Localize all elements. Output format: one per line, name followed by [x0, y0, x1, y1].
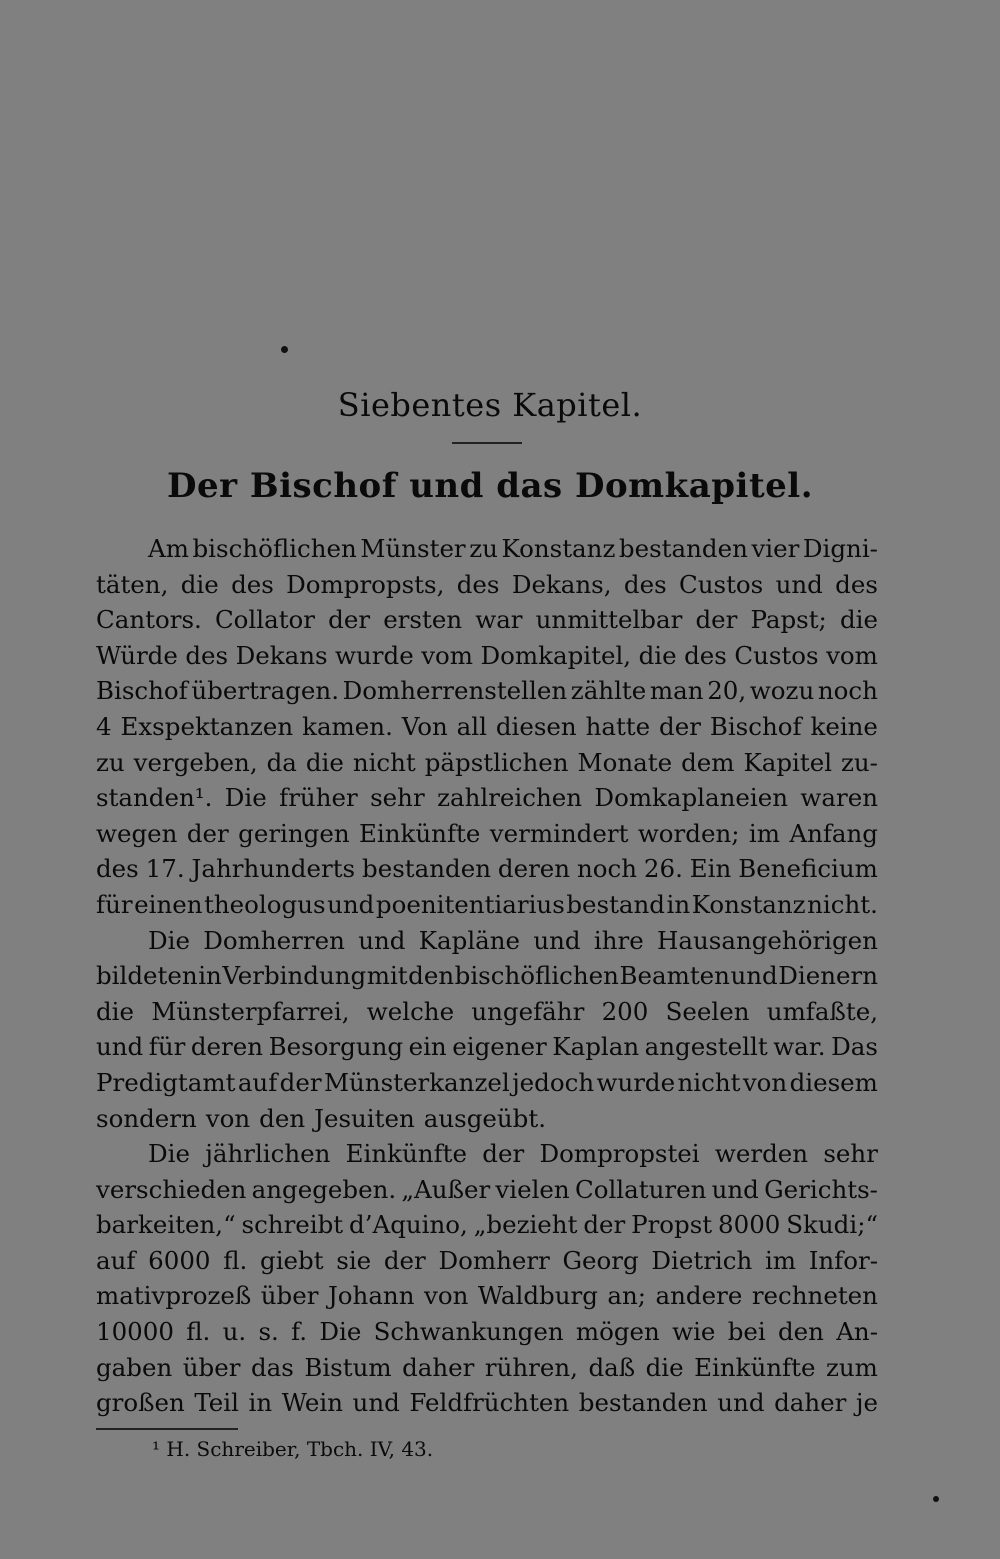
text-line: 10000 fl. u. s. f. Die Schwankungen mögen wie bei den An-: [96, 1317, 878, 1347]
text-line: Die Domherren und Kapläne und ihre Hausangehörigen: [148, 925, 878, 955]
text-line: zu vergeben, da die nicht päpstlichen Monate dem Kapitel zu-: [96, 747, 878, 777]
chapter-title: Der Bischof und das Domkapitel.: [166, 466, 814, 506]
text-line: Würde des Dekans wurde vom Domkapitel, die des Custos vom: [96, 640, 878, 670]
ink-speck: [933, 1496, 939, 1502]
title-divider: [452, 442, 522, 444]
text-line: Bischof übertragen. Domherrenstellen zählte man 20, wozu noch: [96, 676, 878, 706]
text-line: verschieden angegeben. „Außer vielen Collaturen und Gerichts-: [96, 1174, 878, 1204]
text-line: 4 Exspektanzen kamen. Von all diesen hatte der Bischof keine: [96, 711, 878, 741]
text-line: gaben über das Bistum daher rühren, daß die Einkünfte zum: [96, 1352, 878, 1382]
body-text: [96, 531, 878, 1421]
text-line: Cantors. Collator der ersten war unmittelbar der Papst; die: [96, 605, 878, 635]
text-line: Predigtamt auf der Münsterkanzel jedoch wurde nicht von diesem: [96, 1067, 878, 1097]
text-line: barkeiten,“ schreibt d’Aquino, „bezieht der Propst 8000 Skudi;“: [96, 1210, 878, 1240]
text-line: Am bischöflichen Münster zu Konstanz bestanden vier Digni-: [148, 534, 878, 563]
text-line: Die jährlichen Einkünfte der Dompropstei werden sehr: [148, 1139, 878, 1169]
text-line: für einen theologus und poenitentiarius bestand in Konstanz nicht.: [96, 889, 878, 919]
footnote: ¹ H. Schreiber, Tbch. IV, 43.: [152, 1437, 434, 1461]
text-line: auf 6000 fl. giebt sie der Domherr Georg Dietrich im Infor-: [96, 1245, 878, 1275]
text-line: die Münsterpfarrei, welche ungefähr 200 Seelen umfaßte,: [96, 996, 878, 1026]
text-line: mativprozeß über Johann von Waldburg an; andere rechneten: [96, 1281, 878, 1311]
text-line: wegen der geringen Einkünfte vermindert worden; im Anfang: [96, 818, 878, 848]
text-line: großen Teil in Wein und Feldfrüchten bestanden und daher je: [96, 1388, 878, 1418]
text-line: täten, die des Dompropsts, des Dekans, des Custos und des: [96, 569, 878, 599]
text-line: sondern von den Jesuiten ausgeübt.: [96, 1103, 547, 1133]
text-line: des 17. Jahrhunderts bestanden deren noch 26. Ein Beneficium: [96, 854, 878, 884]
ink-speck: [281, 346, 288, 353]
text-line: standen¹. Die früher sehr zahlreichen Domkaplaneien waren: [96, 783, 878, 813]
text-line: und für deren Besorgung ein eigener Kaplan angestellt war. Das: [96, 1032, 878, 1062]
footnote-divider: [96, 1428, 238, 1430]
text-line: bildeten in Verbindung mit den bischöflichen Beamten und Dienern: [96, 961, 878, 991]
chapter-label: Siebentes Kapitel.: [337, 386, 643, 424]
